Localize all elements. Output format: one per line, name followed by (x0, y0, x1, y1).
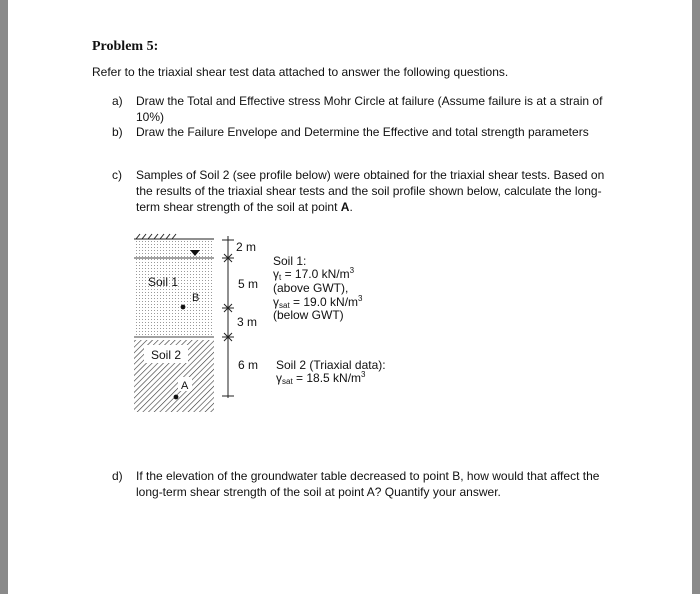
point-b-marker (181, 305, 186, 310)
question-label: b) (112, 125, 123, 139)
document-page (8, 0, 692, 594)
dim-label: 5 m (238, 277, 259, 291)
question-line: If the elevation of the groundwater table decreased to point B, how would that affect the (136, 469, 600, 483)
question-line: the results of the triaxial shear tests and the soil profile shown below, calculate the long- (136, 184, 602, 198)
question-line: Draw the Failure Envelope and Determine the Effective and total strength parameters (136, 125, 589, 139)
question-line: 10%) (136, 110, 165, 124)
dim-label: 3 m (237, 315, 258, 329)
soil1-gamma-t: γt = 17.0 $kN/m^3$ (273, 266, 355, 282)
point-b-label: B (192, 292, 200, 304)
soil1-above-gwt: (above GWT), (273, 281, 349, 295)
point-reference: A (340, 200, 350, 214)
question-label: c) (112, 168, 122, 182)
question-line: long-term shear strength of the soil at point A? Quantify your answer. (136, 485, 501, 499)
soil1-gamma-sat: γsat = 19.0 $kN/m^3$ (273, 294, 363, 310)
question-label: a) (112, 94, 123, 108)
soil-profile-diagram (8, 0, 692, 594)
soil2-gamma-sat: γsat = 18.5 $kN/m^3$ (276, 370, 366, 386)
soil2-label: Soil 2 (151, 348, 182, 362)
question-label: d) (112, 469, 123, 483)
intro-text: Refer to the triaxial shear test data attached to answer the following questions. (92, 65, 509, 79)
dimension-line (222, 236, 234, 398)
ground-surface (134, 234, 214, 239)
dim-label: 2 m (236, 240, 257, 254)
dim-label: 6 m (238, 358, 259, 372)
question-line: Draw the Total and Effective stress Mohr Circle at failure (Assume failure is at a strain of (136, 94, 603, 108)
question-period: . (349, 200, 353, 214)
point-a-marker (174, 395, 179, 400)
problem-title: Problem 5: (92, 39, 159, 54)
point-a-label: A (181, 380, 189, 392)
soil2-heading: Soil 2 (Triaxial data): (276, 358, 386, 372)
question-line: Samples of Soil 2 (see profile below) were obtained for the triaxial shear tests. Based on (136, 168, 605, 182)
soil1-below-gwt: (below GWT) (273, 308, 344, 322)
question-text: term shear strength of the soil at point (136, 200, 341, 214)
soil1-heading: Soil 1: (273, 254, 307, 268)
soil1-label: Soil 1 (148, 275, 179, 289)
